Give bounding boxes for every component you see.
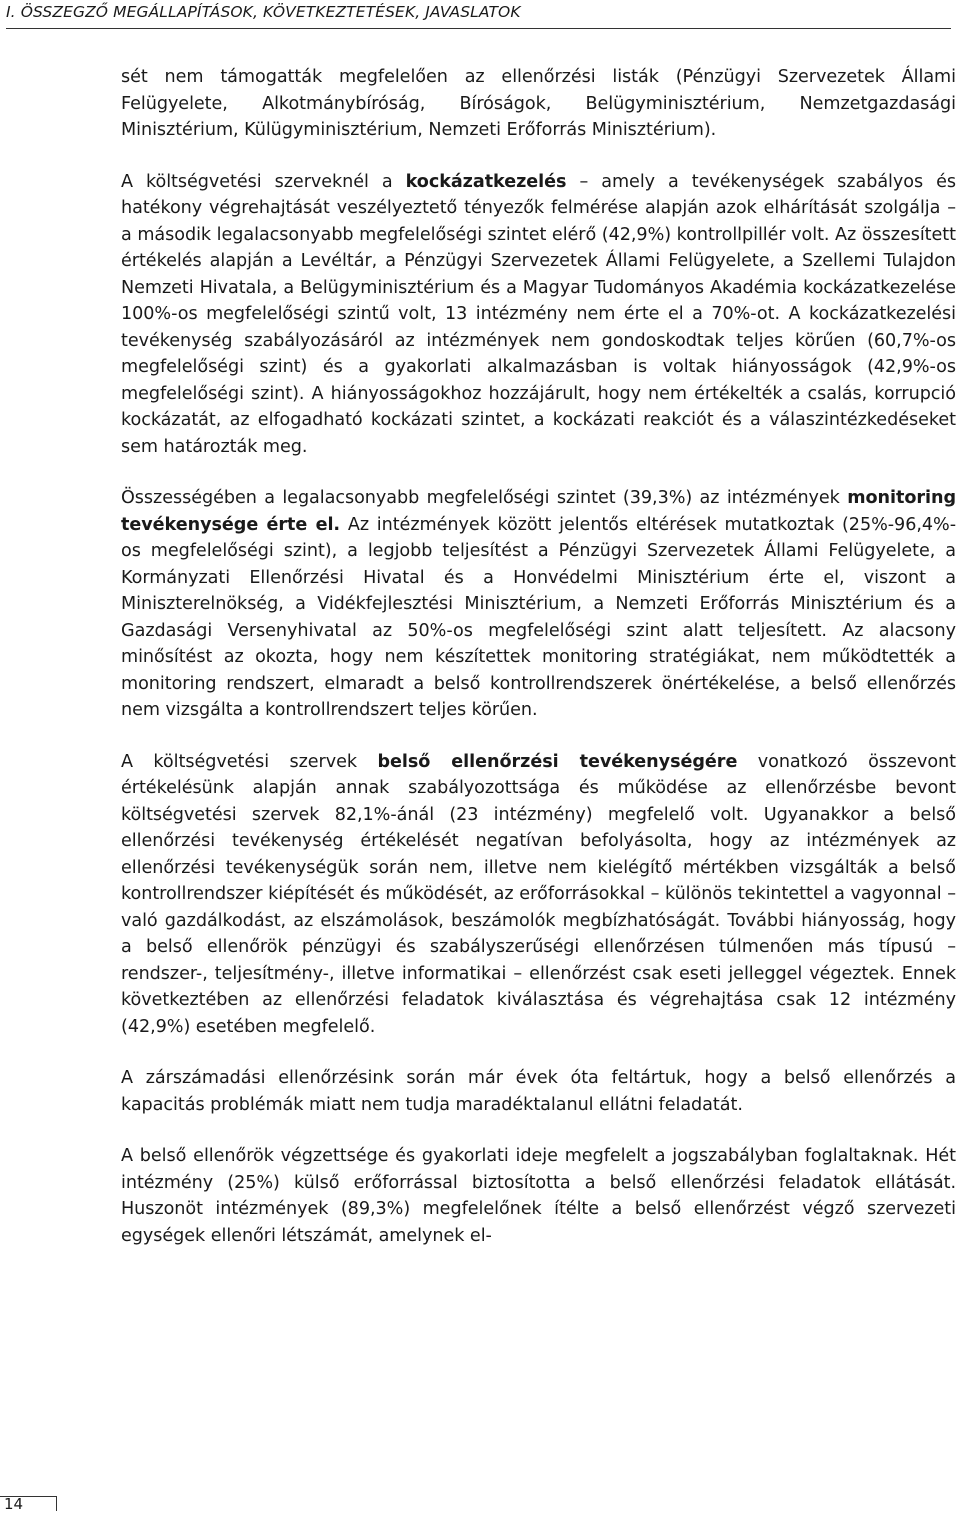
- paragraph-1-text: sét nem támogatták megfelelően az ellenőrzési listák (Pénzügyi Szervezetek Állami Felügyelete, Alkotmánybíróság, Bíróságok, Belügyminisztérium, Nemzetgazdasági Minisztérium, Külügyminisztérium, Nemzeti Erőforrás Minisztérium).: [121, 67, 956, 140]
- paragraph-4-text-a: A költségvetési szervek: [121, 751, 378, 772]
- paragraph-6-text: A belső ellenőrök végzettsége és gyakorlati ideje megfelelt a jogszabályban foglaltaknak. Hét intézmény (25%) külső erőforrással biztosította a belső ellenőrzési feladatok ellátását. Huszonöt intézmények (89,3%) megfelelőnek ítélte a belső ellenőrzést végző szervezeti egységek ellenőri létszámát, amelynek el-: [121, 1146, 956, 1246]
- paragraph-3: [121, 485, 956, 724]
- paragraph-2: [121, 169, 956, 461]
- paragraph-4-text-b: vonatkozó összevont értékelésünk alapján annak szabályozottsága és működése az ellenőrzésbe bevont költségvetési szervek 82,1%-ánál (23 intézmény) megfelelő volt. Ugyanakkor a belső ellenőrzési tevékenység értékelését negatívan befolyásolta, hogy az intézmények az ellenőrzési tevékenységük során nem, illetve nem kielégítő mértékben vizsgálták a belső kontrollrendszer kiépítését és működését, az erőforrásokkal – különös tekintettel a vagyonnal – való gazdálkodást, az elszámolások, beszámolók megbízhatóságát. További hiányosság, hogy a belső ellenőrök pénzügyi és szabályszerűségi ellenőrzésen túlmenően más típusú – rendszer-, teljesítmény-, illetve informatikai – ellenőrzést csak eseti jelleggel végeztek. Ennek következtében az ellenőrzési feladatok kiválasztása és végrehajtása csak 12 intézmény (42,9%) esetében megfelelő.: [121, 751, 956, 1037]
- paragraph-3-bold: monitoring tevékenysége érte el.: [121, 488, 956, 535]
- paragraph-3-text-a: Összességében a legalacsonyabb megfelelőségi szintet (39,3%) az intézmények: [121, 488, 848, 508]
- paragraph-5-text: A zárszámadási ellenőrzésink során már évek óta feltártuk, hogy a belső ellenőrzés a kapacitás problémák miatt nem tudja maradéktalanul ellátni feladatát.: [121, 1068, 956, 1115]
- paragraph-4-bold: belső ellenőrzési tevékenységére: [377, 751, 738, 772]
- paragraph-2-bold: kockázatkezelés: [405, 171, 567, 192]
- paragraph-2-text-a: A költségvetési szerveknél a: [121, 171, 406, 192]
- paragraph-2-text-b: – amely a tevékenységek szabályos és hatékony végrehajtását veszélyeztető tényezők felmérése alapján azok elhárítását szolgálja – a második legalacsonyabb megfelelőségi szintet elérő (42,9%) kontrollpillér volt. Az összesített értékelés alapján a Levéltár, a Pénzügyi Szervezetek Állami Felügyelete, a Szellemi Tulajdon Nemzeti Hivatala, a Belügyminisztérium és a Magyar Tudományos Akadémia kockázatkezelése 100%-os megfelelőségi szintű volt, 13 intézmény nem érte el a 70%-ot. A kockázatkezelési tevékenység szabályozásáról az intézmények nem gondoskodtak teljes körűen (60,7%-os megfelelőségi szint) és a gyakorlati alkalmazásban is voltak hiányosságok (42,9%-os megfelelőségi szint). A hiányosságokhoz hozzájárult, hogy nem értékelték a csalás, korrupció kockázatát, az elfogadható kockázati szintet, a kockázati reakciót és a válaszintézkedéseket sem határozták meg.: [121, 171, 956, 457]
- paragraph-5: [121, 1065, 956, 1118]
- paragraph-6: [121, 1143, 956, 1249]
- section-title: I. ÖSSZEGZŐ MEGÁLLAPÍTÁSOK, KÖVETKEZTETÉSEK, JAVASLATOK: [6, 3, 521, 21]
- paragraph-4: [121, 749, 956, 1041]
- running-header: [6, 2, 951, 29]
- paragraph-1: [121, 64, 956, 144]
- paragraph-3-text-b: Az intézmények között jelentős eltérések mutatkoztak (25%-96,4%-os megfelelőségi szint), a legjobb teljesítést a Pénzügyi Szervezetek Állami Felügyelete, a Kormányzati Ellenőrzési Hivatal és a Honvédelmi Minisztérium érte el, viszont a Miniszterelnökség, a Vidékfejlesztési Minisztérium, a Nemzeti Erőforrás Minisztérium és a Gazdasági Versenyhivatal az 50%-os megfelelőségi szint alatt teljesített. Az alacsony minősítést az okozta, hogy nem készítettek monitoring stratégiákat, nem működtették a monitoring rendszert, elmaradt a belső kontrollrendszerek önértékelése, a belső ellenőrzés nem vizsgálta a kontrollrendszert teljes körűen.: [121, 514, 956, 720]
- page-body: [121, 64, 956, 1249]
- page-number: 14: [4, 1495, 24, 1513]
